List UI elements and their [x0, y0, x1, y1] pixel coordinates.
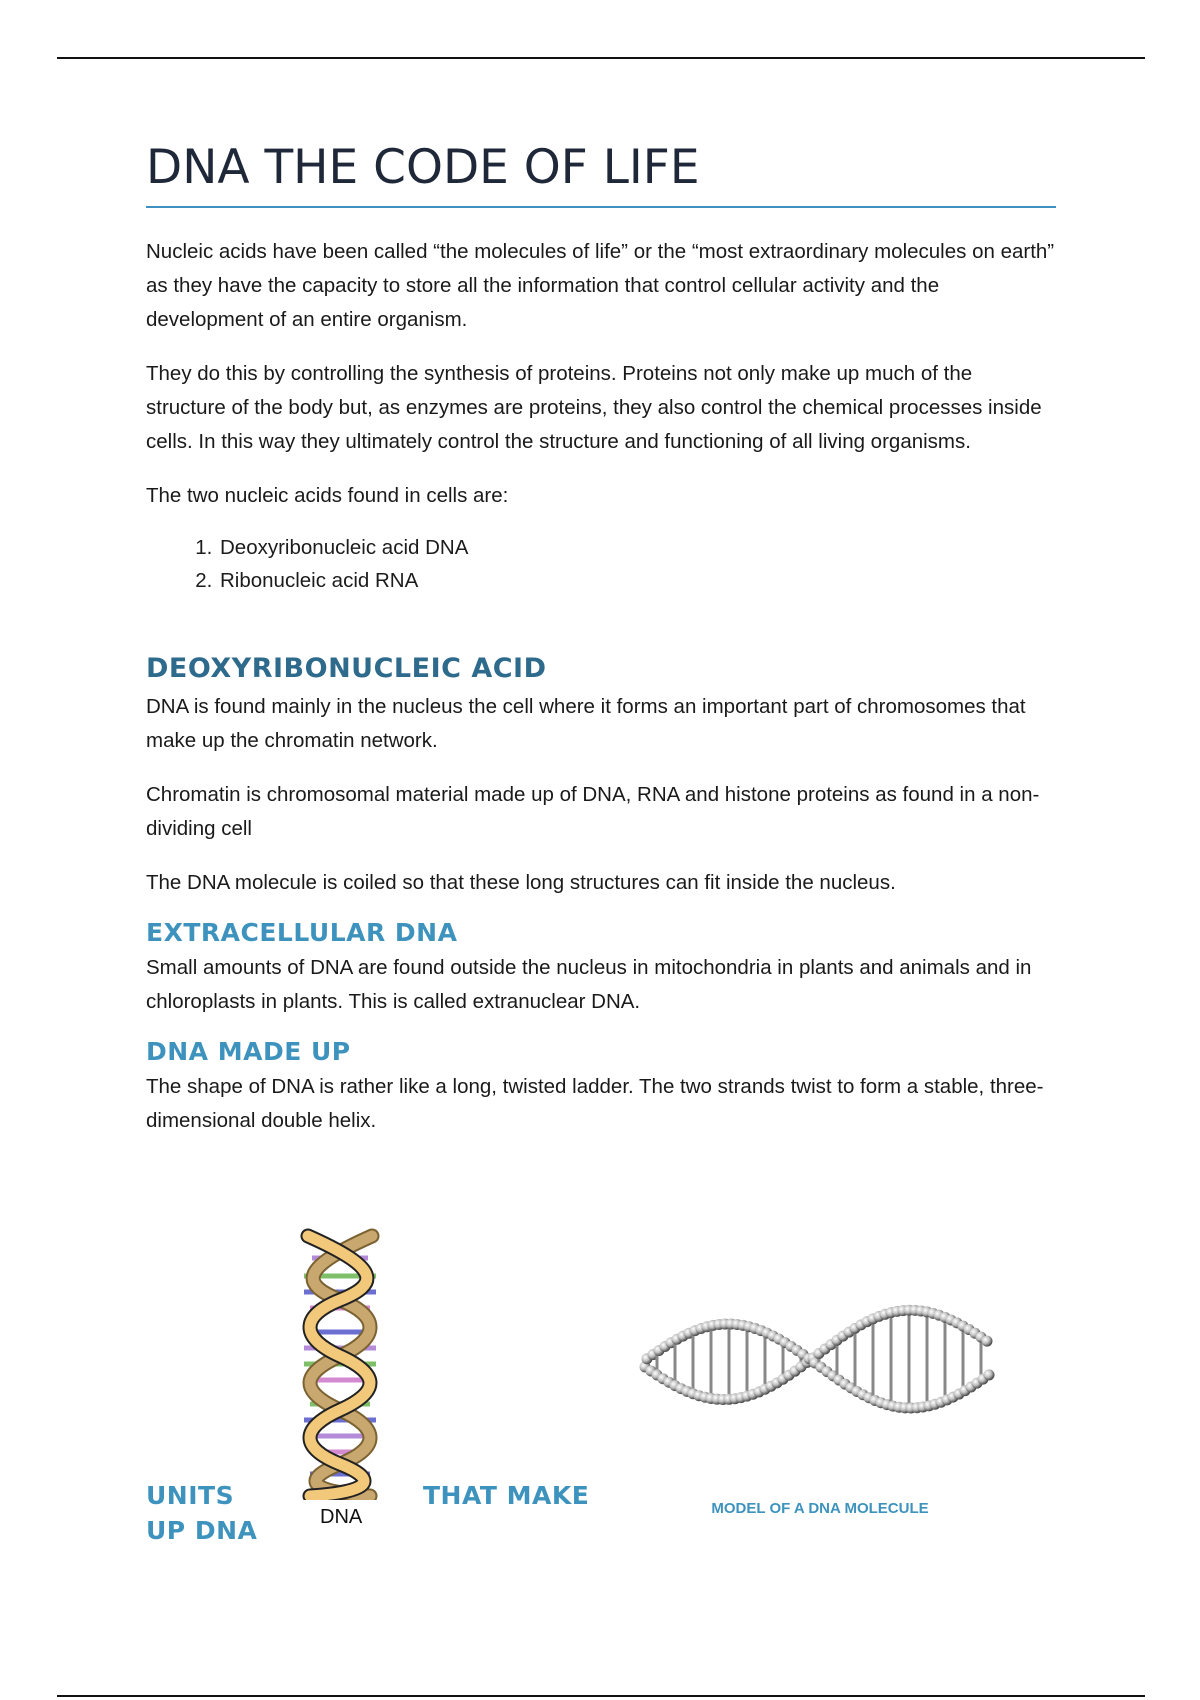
units-heading-line-1: UNITS	[146, 1481, 235, 1510]
section-heading-dna: DEOXYRIBONUCLEIC ACID	[146, 653, 547, 685]
section3-paragraph-1: The shape of DNA is rather like a long, twisted ladder. The two strands twist to form a stable, three-dimensional double helix.	[146, 1075, 1044, 1133]
section1-paragraph-1: DNA is found mainly in the nucleus the cell where it forms an important part of chromosomes that make up the chromatin network.	[146, 695, 1026, 753]
units-heading-right: THAT MAKE	[423, 1481, 590, 1510]
model-atom	[984, 1369, 995, 1380]
model-atom	[982, 1336, 993, 1347]
model-caption: MODEL OF A DNA MOLECULE	[711, 1500, 929, 1517]
list-item: 1. Deoxyribonucleic acid DNA	[218, 531, 1056, 564]
units-heading-line-2: UP DNA	[146, 1516, 258, 1545]
document-body	[146, 140, 1056, 1138]
page-title: DNA THE CODE OF LIFE	[146, 140, 1056, 208]
list-item: 2. Ribonucleic acid RNA	[218, 564, 1056, 597]
intro-paragraph-2: They do this by controlling the synthesis of proteins. Proteins not only make up much of the structure of the body but, as enzymes are proteins, they also control the chemical processes inside cells. In this way they ultimately control the structure and functioning of all living organisms.	[146, 362, 1042, 454]
section1-paragraph-3: The DNA molecule is coiled so that these long structures can fit inside the nucleus.	[146, 871, 896, 895]
section-heading-extracellular: EXTRACELLULAR DNA	[146, 918, 458, 948]
nucleic-acid-list	[146, 531, 1056, 597]
bottom-rule	[57, 1695, 1145, 1697]
units-heading-left	[146, 1478, 257, 1548]
helix-caption: DNA	[320, 1506, 363, 1528]
section-heading-made-up: DNA MADE UP	[146, 1037, 351, 1067]
intro-paragraph-3: The two nucleic acids found in cells are:	[146, 484, 509, 508]
dna-molecule-model	[635, 1230, 1005, 1470]
top-rule	[57, 57, 1145, 59]
model-atoms	[640, 1305, 995, 1414]
section1-paragraph-2: Chromatin is chromosomal material made up of DNA, RNA and histone proteins as found in a non-dividing cell	[146, 783, 1040, 841]
intro-paragraph-1: Nucleic acids have been called “the molecules of life” or the “most extraordinary molecules on earth” as they have the capacity to store all the information that control cellular activity and the development of an entire organism.	[146, 240, 1055, 332]
section2-paragraph-1: Small amounts of DNA are found outside the nucleus in mitochondria in plants and animals and in chloroplasts in plants. This is called extranuclear DNA.	[146, 956, 1032, 1014]
dna-helix-illustration	[280, 1228, 410, 1500]
